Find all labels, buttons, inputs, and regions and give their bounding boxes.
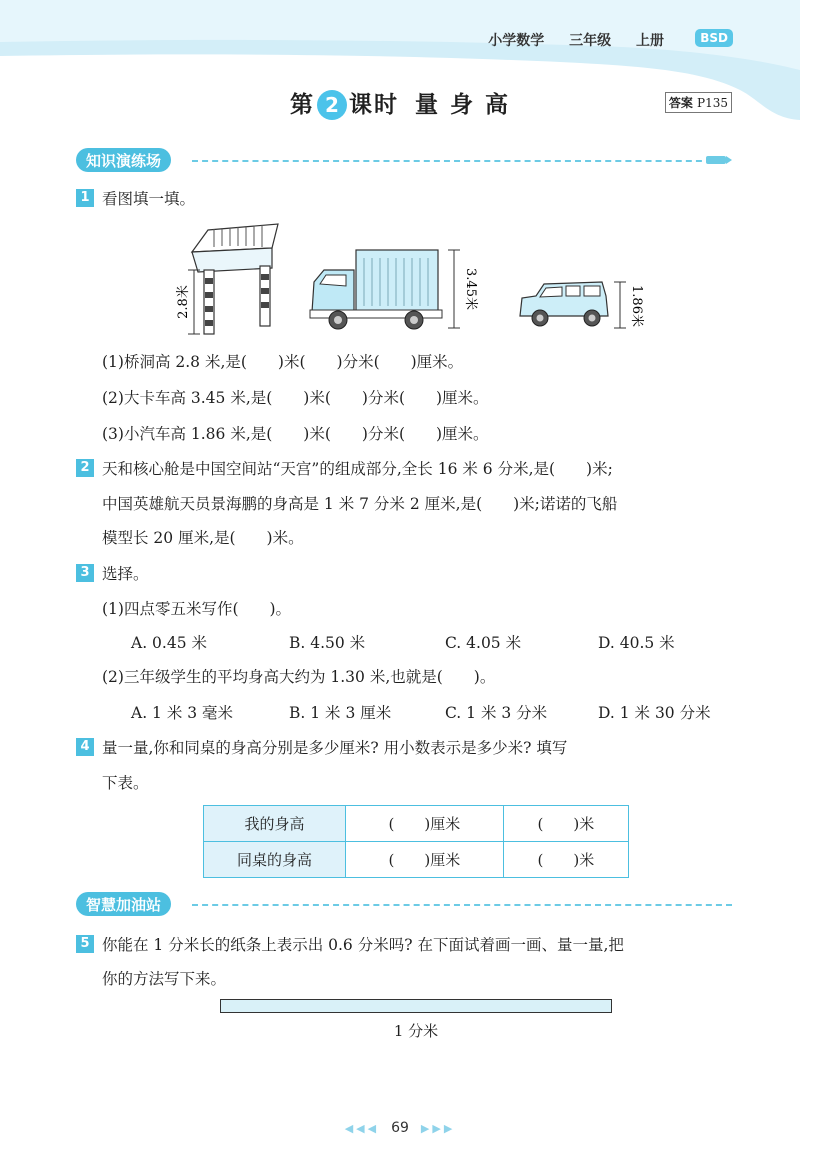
option-b: B. 1 米 3 厘米 (289, 704, 392, 722)
section-practice-header: 知识演练场 (76, 148, 171, 172)
option-c: C. 4.05 米 (445, 634, 522, 652)
bridge-illustration (174, 222, 284, 338)
question-number: 5 (76, 935, 94, 953)
question-item: (3)小汽车高 1.86 米,是( )米( )分米( )厘米。 (102, 425, 489, 443)
question-stem: (2)三年级学生的平均身高大约为 1.30 米,也就是( )。 (102, 668, 496, 686)
book-series (478, 30, 732, 50)
lesson-topic: 量 身 高 (414, 92, 510, 118)
right-arrows-icon: ▶▶▶ (420, 1122, 456, 1135)
car-height-label: 1.86米 (629, 285, 644, 327)
question-item: (1)桥洞高 2.8 米,是( )米( )分米( )厘米。 (102, 353, 464, 371)
car-illustration (514, 276, 650, 334)
lesson-number-badge: 2 (317, 90, 347, 120)
paper-strip[interactable] (220, 999, 612, 1013)
row-label: 同桌的身高 (204, 842, 346, 878)
option-a: A. 0.45 米 (131, 634, 207, 652)
question-text: 量一量,你和同桌的身高分别是多少厘米? 用小数表示是多少米? 填写 (102, 739, 568, 757)
section-divider (192, 904, 732, 906)
question-prompt: 看图填一填。 (102, 190, 196, 208)
question-text: 你能在 1 分米长的纸条上表示出 0.6 分米吗? 在下面试着画一画、量一量,把 (102, 936, 624, 954)
question-text: 天和核心舱是中国空间站“天宫”的组成部分,全长 16 米 6 分米,是( )米; (102, 460, 613, 478)
question-stem: (1)四点零五米写作( )。 (102, 600, 292, 618)
grade-label: 三年级 (569, 33, 612, 49)
page-title: 第 2 课时 量 身 高 (289, 92, 510, 118)
table-row (204, 806, 629, 842)
truck-height-label: 3.45米 (463, 268, 478, 310)
question-prompt: 选择。 (102, 565, 149, 583)
option-b: B. 4.50 米 (289, 634, 366, 652)
option-d: D. 40.5 米 (598, 634, 675, 652)
question-text: 中国英雄航天员景海鹏的身高是 1 米 7 分米 2 厘米,是( )米;诺诺的飞船 (102, 495, 618, 513)
question-text: 下表。 (102, 774, 149, 792)
edition-badge: BSD (695, 29, 733, 47)
section-challenge-header: 智慧加油站 (76, 892, 171, 916)
question-number: 1 (76, 189, 94, 207)
answer-reference: 答案 P135 (665, 92, 732, 113)
question-number: 3 (76, 564, 94, 582)
page-footer (0, 1120, 800, 1136)
section-divider (192, 160, 712, 162)
page-number: 69 (391, 1120, 409, 1136)
option-a: A. 1 米 3 毫米 (131, 704, 234, 722)
question-number: 4 (76, 738, 94, 756)
bridge-height-label: 2.8米 (176, 285, 191, 319)
row-label: 我的身高 (204, 806, 346, 842)
height-table (203, 805, 629, 878)
m-answer-cell[interactable]: ( )米 (503, 842, 628, 878)
option-d: D. 1 米 30 分米 (598, 704, 711, 722)
pencil-icon (706, 155, 732, 165)
volume-label: 上册 (635, 33, 664, 49)
cm-answer-cell[interactable]: ( )厘米 (346, 806, 504, 842)
question-item: (2)大卡车高 3.45 米,是( )米( )分米( )厘米。 (102, 389, 489, 407)
left-arrows-icon: ◀◀◀ (344, 1122, 380, 1135)
cm-answer-cell[interactable]: ( )厘米 (346, 842, 504, 878)
m-answer-cell[interactable]: ( )米 (503, 806, 628, 842)
subject-label: 小学数学 (488, 33, 545, 49)
question-text: 模型长 20 厘米,是( )米。 (102, 529, 304, 547)
option-c: C. 1 米 3 分米 (445, 704, 548, 722)
question-number: 2 (76, 459, 94, 477)
question-text: 你的方法写下来。 (102, 970, 227, 988)
truck-illustration (306, 244, 476, 334)
strip-label: 1 分米 (393, 1022, 439, 1040)
table-row (204, 842, 629, 878)
